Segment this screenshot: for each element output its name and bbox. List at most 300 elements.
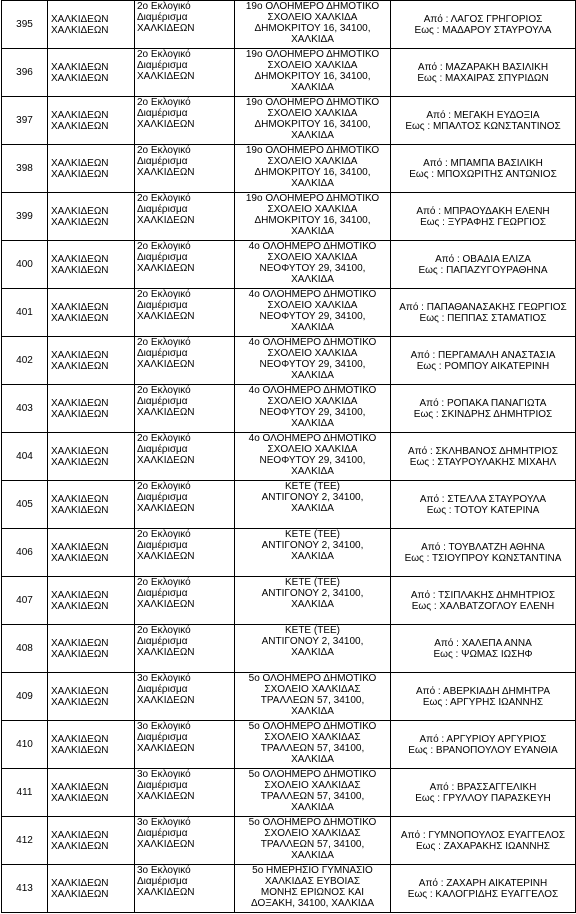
- venue-cell: [235, 385, 391, 433]
- table-row: [2, 673, 576, 721]
- venue-line: 4ο ΟΛΟΗΜΕΡΟ ΔΗΜΟΤΙΚΟ: [248, 337, 377, 348]
- voter-range-cell: [391, 673, 576, 721]
- venue-line: ΧΑΛΚΙΔΑ: [291, 466, 334, 477]
- table-row: [2, 241, 576, 289]
- range-from: Από : ΜΠΑΜΠΑ ΒΑΣΙΛΙΚΗ: [423, 157, 543, 169]
- district-line: ΧΑΛΚΙΔΕΩΝ: [137, 791, 195, 802]
- municipality-line: ΧΑΛΚΙΔΕΩΝ: [51, 312, 109, 324]
- district-line: ΧΑΛΚΙΔΕΩΝ: [137, 743, 195, 754]
- venue-line: ΧΑΛΚΙΔΑ: [291, 503, 334, 514]
- range-from: Από : ΑΡΓΥΡΙΟΥ ΑΡΓΥΡΙΟΣ: [419, 733, 547, 745]
- district-line: ΧΑΛΚΙΔΕΩΝ: [137, 263, 195, 274]
- range-to: Εως : ΠΕΠΠΑΣ ΣΤΑΜΑΤΙΟΣ: [419, 312, 547, 324]
- venue-line: ΧΑΛΚΙΔΑ: [291, 754, 334, 765]
- district-line: ΧΑΛΚΙΔΕΩΝ: [137, 215, 195, 226]
- table-row: [2, 289, 576, 337]
- district-line: ΧΑΛΚΙΔΕΩΝ: [137, 887, 195, 898]
- district-line: 3ο Εκλογικό: [137, 769, 191, 780]
- range-to: Εως : ΑΡΓΥΡΗΣ ΙΩΑΝΝΗΣ: [422, 696, 544, 708]
- venue-line: ΧΑΛΚΙΔΑ: [291, 178, 334, 189]
- district-cell: [135, 49, 235, 97]
- district-line: 2ο Εκλογικό: [137, 193, 191, 204]
- venue-line: ΤΡΑΛΛΕΩΝ 57, 34100,: [260, 743, 365, 754]
- range-from: Από : ΜΑΖΑΡΑΚΗ ΒΑΣΙΛΙΚΗ: [417, 61, 549, 73]
- venue-line: 5ο ΟΛΟΗΜΕΡΟ ΔΗΜΟΤΙΚΟ: [248, 817, 377, 828]
- station-number: 409: [2, 673, 48, 721]
- voter-range-cell: [391, 577, 576, 625]
- municipality-line: ΧΑΛΚΙΔΕΩΝ: [51, 301, 109, 313]
- district-line: 2ο Εκλογικό: [137, 97, 191, 108]
- station-number: 401: [2, 289, 48, 337]
- district-line: Διαμέρισμα: [137, 876, 188, 887]
- table-row: [2, 529, 576, 577]
- district-line: ΧΑΛΚΙΔΕΩΝ: [137, 455, 195, 466]
- municipality-line: ΧΑΛΚΙΔΕΩΝ: [51, 840, 109, 852]
- district-line: 2ο Εκλογικό: [137, 385, 191, 396]
- municipality-line: ΧΑΛΚΙΔΕΩΝ: [51, 456, 109, 468]
- table-row: [2, 49, 576, 97]
- range-from: Από : ΑΒΕΡΚΙΑΔΗ ΔΗΜΗΤΡΑ: [416, 685, 550, 697]
- venue-line: ΝΕΟΦΥΤΟΥ 29, 34100,: [259, 407, 366, 418]
- venue-cell: [235, 97, 391, 145]
- district-line: ΧΑΛΚΙΔΕΩΝ: [137, 359, 195, 370]
- station-number: 405: [2, 481, 48, 529]
- venue-line: ΤΡΑΛΛΕΩΝ 57, 34100,: [260, 839, 365, 850]
- district-line: 3ο Εκλογικό: [137, 673, 191, 684]
- municipality-line: ΧΑΛΚΙΔΕΩΝ: [51, 157, 109, 169]
- range-from: Από : ΓΥΜΝΟΠΟΥΛΟΣ ΕΥΑΓΓΕΛΟΣ: [400, 829, 566, 841]
- district-line: 2ο Εκλογικό: [137, 433, 191, 444]
- district-line: Διαμέρισμα: [137, 732, 188, 743]
- district-line: 2ο Εκλογικό: [137, 481, 191, 492]
- district-line: 3ο Εκλογικό: [137, 865, 191, 876]
- venue-line: ΔΗΜΟΚΡΙΤΟΥ 16, 34100,: [254, 119, 371, 130]
- venue-line: ΣΧΟΛΕΙΟ ΧΑΛΚΙΔΑ: [267, 444, 358, 455]
- municipality-line: ΧΑΛΚΙΔΕΩΝ: [51, 589, 109, 601]
- municipality-cell: [48, 433, 135, 481]
- range-to: Εως : ΚΑΛΟΓΡΙΔΗΣ ΕΥΑΓΓΕΛΟΣ: [407, 888, 559, 900]
- range-to: Εως : ΒΡΑΝΟΠΟΥΛΟΥ ΕΥΑΝΘΙΑ: [408, 744, 558, 756]
- municipality-line: ΧΑΛΚΙΔΕΩΝ: [51, 829, 109, 841]
- table-row: [2, 481, 576, 529]
- station-number: 410: [2, 721, 48, 769]
- municipality-line: ΧΑΛΚΙΔΕΩΝ: [51, 792, 109, 804]
- district-line: ΧΑΛΚΙΔΕΩΝ: [137, 311, 195, 322]
- municipality-line: ΧΑΛΚΙΔΕΩΝ: [51, 216, 109, 228]
- municipality-line: ΧΑΛΚΙΔΕΩΝ: [51, 696, 109, 708]
- venue-line: 4ο ΟΛΟΗΜΕΡΟ ΔΗΜΟΤΙΚΟ: [248, 433, 377, 444]
- venue-line: ΔΗΜΟΚΡΙΤΟΥ 16, 34100,: [254, 167, 371, 178]
- range-to: Εως : ΣΤΑΥΡΟΥΛΑΚΗΣ ΜΙΧΑΗΛ: [409, 456, 557, 468]
- venue-line: 19ο ΟΛΟΗΜΕΡΟ ΔΗΜΟΤΙΚΟ: [245, 49, 380, 60]
- municipality-cell: [48, 385, 135, 433]
- venue-line: 5ο ΗΜΕΡΗΣΙΟ ΓΥΜΝΑΣΙΟ: [252, 865, 373, 876]
- venue-line: ΧΑΛΚΙΔΑΣ ΕΥΒΟΙΑΣ: [264, 876, 361, 887]
- venue-line: ΣΧΟΛΕΙΟ ΧΑΛΚΙΔΑΣ: [264, 780, 361, 791]
- district-cell: [135, 481, 235, 529]
- district-line: Διαμέρισμα: [137, 204, 188, 215]
- voter-range-cell: [391, 865, 576, 913]
- venue-line: 5ο ΟΛΟΗΜΕΡΟ ΔΗΜΟΤΙΚΟ: [248, 721, 377, 732]
- venue-line: ΣΧΟΛΕΙΟ ΧΑΛΚΙΔΑ: [267, 300, 358, 311]
- venue-line: ΤΡΑΛΛΕΩΝ 57, 34100,: [260, 791, 365, 802]
- municipality-cell: [48, 625, 135, 673]
- venue-line: ΝΕΟΦΥΤΟΥ 29, 34100,: [259, 311, 366, 322]
- venue-line: ΧΑΛΚΙΔΑ: [291, 418, 334, 429]
- district-line: Διαμέρισμα: [137, 396, 188, 407]
- range-from: Από : ΡΟΠΑΚΑ ΠΑΝΑΓΙΩΤΑ: [419, 397, 547, 409]
- table-row: [2, 817, 576, 865]
- venue-line: ΣΧΟΛΕΙΟ ΧΑΛΚΙΔΑΣ: [264, 732, 361, 743]
- municipality-cell: [48, 241, 135, 289]
- range-to: Εως : ΠΑΠΑΖΥΓΟΥΡΑΘΗΝΑ: [418, 264, 548, 276]
- venue-line: ΧΑΛΚΙΔΑ: [291, 82, 334, 93]
- municipality-line: ΧΑΛΚΙΔΕΩΝ: [51, 493, 109, 505]
- venue-line: ΔΗΜΟΚΡΙΤΟΥ 16, 34100,: [254, 215, 371, 226]
- district-line: 2ο Εκλογικό: [137, 241, 191, 252]
- district-cell: [135, 625, 235, 673]
- station-number: 395: [2, 1, 48, 49]
- district-line: Διαμέρισμα: [137, 348, 188, 359]
- district-cell: [135, 193, 235, 241]
- voter-range-cell: [391, 529, 576, 577]
- venue-line: ΣΧΟΛΕΙΟ ΧΑΛΚΙΔΑ: [267, 108, 358, 119]
- venue-line: ΝΕΟΦΥΤΟΥ 29, 34100,: [259, 359, 366, 370]
- voter-range-cell: [391, 721, 576, 769]
- voter-range-cell: [391, 433, 576, 481]
- range-from: Από : ΣΚΛΗΒΑΝΟΣ ΔΗΜΗΤΡΙΟΣ: [408, 445, 558, 457]
- range-from: Από : ΧΑΛΕΠΑ ΑΝΝΑ: [434, 637, 532, 649]
- venue-line: ΧΑΛΚΙΔΑ: [291, 599, 334, 610]
- district-cell: [135, 433, 235, 481]
- venue-line: ΧΑΛΚΙΔΑ: [291, 370, 334, 381]
- municipality-cell: [48, 721, 135, 769]
- venue-line: ΔΟΞΑΚΗ, 34100, ΧΑΛΚΙΔΑ: [250, 898, 375, 909]
- voter-range-cell: [391, 193, 576, 241]
- venue-line: ΧΑΛΚΙΔΑ: [291, 130, 334, 141]
- district-line: Διαμέρισμα: [137, 588, 188, 599]
- municipality-line: ΧΑΛΚΙΔΕΩΝ: [51, 168, 109, 180]
- range-to: Εως : ΧΑΛΒΑΤΖΟΓΛΟΥ ΕΛΕΝΗ: [411, 600, 555, 612]
- district-line: ΧΑΛΚΙΔΕΩΝ: [137, 695, 195, 706]
- municipality-line: ΧΑΛΚΙΔΕΩΝ: [51, 877, 109, 889]
- voter-range-cell: [391, 1, 576, 49]
- venue-line: ΧΑΛΚΙΔΑ: [291, 647, 334, 658]
- district-cell: [135, 673, 235, 721]
- range-from: Από : ΒΡΑΣΣΑΓΓΕΛΙΚΗ: [429, 781, 537, 793]
- district-line: Διαμέρισμα: [137, 684, 188, 695]
- district-line: 3ο Εκλογικό: [137, 817, 191, 828]
- district-line: ΧΑΛΚΙΔΕΩΝ: [137, 839, 195, 850]
- municipality-line: ΧΑΛΚΙΔΕΩΝ: [51, 541, 109, 553]
- district-line: Διαμέρισμα: [137, 636, 188, 647]
- municipality-cell: [48, 481, 135, 529]
- station-number: 396: [2, 49, 48, 97]
- venue-line: ΣΧΟΛΕΙΟ ΧΑΛΚΙΔΑΣ: [264, 828, 361, 839]
- district-line: ΧΑΛΚΙΔΕΩΝ: [137, 503, 195, 514]
- station-number: 407: [2, 577, 48, 625]
- table-row: [2, 721, 576, 769]
- range-to: Εως : ΨΩΜΑΣ ΙΩΣΗΦ: [433, 648, 533, 660]
- municipality-line: ΧΑΛΚΙΔΕΩΝ: [51, 253, 109, 265]
- district-cell: [135, 529, 235, 577]
- venue-line: ΔΗΜΟΚΡΙΤΟΥ 16, 34100,: [254, 23, 371, 34]
- venue-line: 19ο ΟΛΟΗΜΕΡΟ ΔΗΜΟΤΙΚΟ: [245, 1, 380, 12]
- venue-line: 5ο ΟΛΟΗΜΕΡΟ ΔΗΜΟΤΙΚΟ: [248, 673, 377, 684]
- venue-line: ΤΡΑΛΛΕΩΝ 57, 34100,: [260, 695, 365, 706]
- district-cell: [135, 769, 235, 817]
- station-number: 412: [2, 817, 48, 865]
- range-from: Από : ΖΑΧΑΡΗ ΑΙΚΑΤΕΡΙΝΗ: [418, 877, 548, 889]
- district-cell: [135, 721, 235, 769]
- district-cell: [135, 817, 235, 865]
- venue-line: 19ο ΟΛΟΗΜΕΡΟ ΔΗΜΟΤΙΚΟ: [245, 145, 380, 156]
- voter-range-cell: [391, 337, 576, 385]
- venue-line: 4ο ΟΛΟΗΜΕΡΟ ΔΗΜΟΤΙΚΟ: [248, 385, 377, 396]
- municipality-line: ΧΑΛΚΙΔΕΩΝ: [51, 205, 109, 217]
- district-line: 2ο Εκλογικό: [137, 337, 191, 348]
- venue-line: ΣΧΟΛΕΙΟ ΧΑΛΚΙΔΑΣ: [264, 684, 361, 695]
- venue-line: ΣΧΟΛΕΙΟ ΧΑΛΚΙΔΑ: [267, 204, 358, 215]
- district-cell: [135, 337, 235, 385]
- municipality-line: ΧΑΛΚΙΔΕΩΝ: [51, 408, 109, 420]
- municipality-cell: [48, 193, 135, 241]
- municipality-line: ΧΑΛΚΙΔΕΩΝ: [51, 445, 109, 457]
- range-to: Εως : ΜΠΟΧΩΡΙΤΗΣ ΑΝΤΩΝΙΟΣ: [409, 168, 557, 180]
- venue-cell: [235, 721, 391, 769]
- voter-range-cell: [391, 97, 576, 145]
- venue-cell: [235, 481, 391, 529]
- district-line: 3ο Εκλογικό: [137, 721, 191, 732]
- municipality-line: ΧΑΛΚΙΔΕΩΝ: [51, 504, 109, 516]
- table-row: [2, 625, 576, 673]
- venue-line: ΑΝΤΙΓΟΝΟΥ 2, 34100,: [261, 540, 364, 551]
- municipality-cell: [48, 817, 135, 865]
- district-line: 2ο Εκλογικό: [137, 625, 191, 636]
- voter-range-cell: [391, 769, 576, 817]
- municipality-line: ΧΑΛΚΙΔΕΩΝ: [51, 637, 109, 649]
- range-from: Από : ΜΕΓΑΚΗ ΕΥΔΟΞΙΑ: [426, 109, 540, 121]
- municipality-line: ΧΑΛΚΙΔΕΩΝ: [51, 61, 109, 73]
- venue-line: 19ο ΟΛΟΗΜΕΡΟ ΔΗΜΟΤΙΚΟ: [245, 193, 380, 204]
- district-line: 2ο Εκλογικό: [137, 49, 191, 60]
- range-to: Εως : ΤΟΤΟΥ ΚΑΤΕΡΙΝΑ: [426, 504, 540, 516]
- municipality-line: ΧΑΛΚΙΔΕΩΝ: [51, 349, 109, 361]
- venue-cell: [235, 673, 391, 721]
- municipality-cell: [48, 529, 135, 577]
- municipality-line: ΧΑΛΚΙΔΕΩΝ: [51, 552, 109, 564]
- range-from: Από : ΤΣΙΠΛΑΚΗΣ ΔΗΜΗΤΡΙΟΣ: [410, 589, 556, 601]
- station-number: 397: [2, 97, 48, 145]
- district-line: 2ο Εκλογικό: [137, 529, 191, 540]
- venue-line: ΣΧΟΛΕΙΟ ΧΑΛΚΙΔΑ: [267, 156, 358, 167]
- voter-range-cell: [391, 289, 576, 337]
- range-to: Εως : ΖΑΧΑΡΑΚΗΣ ΙΩΑΝΝΗΣ: [416, 840, 550, 852]
- municipality-line: ΧΑΛΚΙΔΕΩΝ: [51, 24, 109, 36]
- district-line: ΧΑΛΚΙΔΕΩΝ: [137, 551, 195, 562]
- municipality-line: ΧΑΛΚΙΔΕΩΝ: [51, 120, 109, 132]
- venue-cell: [235, 145, 391, 193]
- district-cell: [135, 145, 235, 193]
- venue-cell: [235, 433, 391, 481]
- venue-line: ΧΑΛΚΙΔΑ: [291, 706, 334, 717]
- range-from: Από : ΠΕΡΓΑΜΑΛΗ ΑΝΑΣΤΑΣΙΑ: [410, 349, 556, 361]
- polling-stations-body: [2, 1, 576, 913]
- venue-line: 5ο ΟΛΟΗΜΕΡΟ ΔΗΜΟΤΙΚΟ: [248, 769, 377, 780]
- voter-range-cell: [391, 385, 576, 433]
- district-line: 2ο Εκλογικό: [137, 145, 191, 156]
- district-cell: [135, 865, 235, 913]
- voter-range-cell: [391, 817, 576, 865]
- venue-line: ΜΟΝΗΣ ΕΡΙΩΝΟΣ ΚΑΙ: [260, 887, 365, 898]
- district-line: ΧΑΛΚΙΔΕΩΝ: [137, 407, 195, 418]
- table-row: [2, 769, 576, 817]
- venue-line: ΣΧΟΛΕΙΟ ΧΑΛΚΙΔΑ: [267, 12, 358, 23]
- venue-line: ΧΑΛΚΙΔΑ: [291, 226, 334, 237]
- municipality-line: ΧΑΛΚΙΔΕΩΝ: [51, 648, 109, 660]
- table-row: [2, 865, 576, 913]
- district-line: ΧΑΛΚΙΔΕΩΝ: [137, 119, 195, 130]
- station-number: 398: [2, 145, 48, 193]
- range-from: Από : ΟΒΑΔΙΑ ΕΛΙΖΑ: [435, 253, 531, 265]
- station-number: 413: [2, 865, 48, 913]
- range-to: Εως : ΜΠΑΛΤΟΣ ΚΩΝΣΤΑΝΤΙΝΟΣ: [405, 120, 561, 132]
- voter-range-cell: [391, 145, 576, 193]
- station-number: 403: [2, 385, 48, 433]
- table-row: [2, 145, 576, 193]
- table-row: [2, 385, 576, 433]
- district-cell: [135, 97, 235, 145]
- venue-line: ΑΝΤΙΓΟΝΟΥ 2, 34100,: [261, 588, 364, 599]
- venue-cell: [235, 289, 391, 337]
- municipality-cell: [48, 769, 135, 817]
- district-line: 2ο Εκλογικό: [137, 289, 191, 300]
- table-row: [2, 97, 576, 145]
- municipality-cell: [48, 865, 135, 913]
- municipality-line: ΧΑΛΚΙΔΕΩΝ: [51, 888, 109, 900]
- municipality-line: ΧΑΛΚΙΔΕΩΝ: [51, 733, 109, 745]
- range-to: Εως : ΤΣΙΟΥΠΡΟΥ ΚΩΝΣΤΑΝΤΙΝΑ: [404, 552, 562, 564]
- municipality-cell: [48, 145, 135, 193]
- polling-stations-table: [1, 0, 576, 913]
- venue-line: ΚΕΤΕ (ΤΕΕ): [284, 625, 340, 636]
- venue-line: ΣΧΟΛΕΙΟ ΧΑΛΚΙΔΑ: [267, 396, 358, 407]
- venue-line: ΔΗΜΟΚΡΙΤΟΥ 16, 34100,: [254, 71, 371, 82]
- district-line: ΧΑΛΚΙΔΕΩΝ: [137, 23, 195, 34]
- district-line: 2ο Εκλογικό: [137, 1, 191, 12]
- range-from: Από : ΣΤΕΛΛΑ ΣΤΑΥΡΟΥΛΑ: [419, 493, 547, 505]
- municipality-cell: [48, 577, 135, 625]
- table-row: [2, 193, 576, 241]
- venue-line: ΧΑΛΚΙΔΑ: [291, 850, 334, 861]
- voter-range-cell: [391, 49, 576, 97]
- municipality-line: ΧΑΛΚΙΔΕΩΝ: [51, 72, 109, 84]
- venue-line: ΝΕΟΦΥΤΟΥ 29, 34100,: [259, 263, 366, 274]
- venue-cell: [235, 577, 391, 625]
- voter-range-cell: [391, 625, 576, 673]
- range-from: Από : ΜΠΡΑΟΥΔΑΚΗ ΕΛΕΝΗ: [416, 205, 550, 217]
- station-number: 402: [2, 337, 48, 385]
- district-line: Διαμέρισμα: [137, 540, 188, 551]
- range-from: Από : ΠΑΠΑΘΑΝΑΣΑΚΗΣ ΓΕΩΡΓΙΟΣ: [399, 301, 567, 313]
- district-cell: [135, 241, 235, 289]
- venue-line: ΣΧΟΛΕΙΟ ΧΑΛΚΙΔΑ: [267, 348, 358, 359]
- district-cell: [135, 385, 235, 433]
- district-line: Διαμέρισμα: [137, 12, 188, 23]
- district-cell: [135, 289, 235, 337]
- municipality-line: ΧΑΛΚΙΔΕΩΝ: [51, 397, 109, 409]
- venue-line: ΑΝΤΙΓΟΝΟΥ 2, 34100,: [261, 636, 364, 647]
- district-line: Διαμέρισμα: [137, 252, 188, 263]
- venue-line: 4ο ΟΛΟΗΜΕΡΟ ΔΗΜΟΤΙΚΟ: [248, 289, 377, 300]
- venue-cell: [235, 769, 391, 817]
- municipality-cell: [48, 337, 135, 385]
- district-cell: [135, 1, 235, 49]
- venue-line: ΣΧΟΛΕΙΟ ΧΑΛΚΙΔΑ: [267, 252, 358, 263]
- venue-line: ΚΕΤΕ (ΤΕΕ): [284, 481, 340, 492]
- venue-line: ΑΝΤΙΓΟΝΟΥ 2, 34100,: [261, 492, 364, 503]
- district-line: ΧΑΛΚΙΔΕΩΝ: [137, 599, 195, 610]
- district-line: Διαμέρισμα: [137, 444, 188, 455]
- venue-cell: [235, 49, 391, 97]
- municipality-line: ΧΑΛΚΙΔΕΩΝ: [51, 685, 109, 697]
- table-row: [2, 1, 576, 49]
- municipality-line: ΧΑΛΚΙΔΕΩΝ: [51, 744, 109, 756]
- venue-cell: [235, 865, 391, 913]
- district-line: Διαμέρισμα: [137, 828, 188, 839]
- venue-line: ΧΑΛΚΙΔΑ: [291, 802, 334, 813]
- station-number: 404: [2, 433, 48, 481]
- district-line: Διαμέρισμα: [137, 156, 188, 167]
- municipality-cell: [48, 49, 135, 97]
- range-from: Από : ΤΟΥΒΛΑΤΖΗ ΑΘΗΝΑ: [421, 541, 545, 553]
- municipality-line: ΧΑΛΚΙΔΕΩΝ: [51, 600, 109, 612]
- station-number: 406: [2, 529, 48, 577]
- municipality-cell: [48, 1, 135, 49]
- station-number: 408: [2, 625, 48, 673]
- district-line: ΧΑΛΚΙΔΕΩΝ: [137, 71, 195, 82]
- venue-line: ΣΧΟΛΕΙΟ ΧΑΛΚΙΔΑ: [267, 60, 358, 71]
- municipality-cell: [48, 97, 135, 145]
- municipality-line: ΧΑΛΚΙΔΕΩΝ: [51, 781, 109, 793]
- venue-line: ΧΑΛΚΙΔΑ: [291, 551, 334, 562]
- venue-line: ΚΕΤΕ (ΤΕΕ): [284, 529, 340, 540]
- municipality-line: ΧΑΛΚΙΔΕΩΝ: [51, 109, 109, 121]
- district-line: Διαμέρισμα: [137, 780, 188, 791]
- district-line: Διαμέρισμα: [137, 108, 188, 119]
- range-to: Εως : ΡΟΜΠΟΥ ΑΙΚΑΤΕΡΙΝΗ: [416, 360, 550, 372]
- venue-line: 4ο ΟΛΟΗΜΕΡΟ ΔΗΜΟΤΙΚΟ: [248, 241, 377, 252]
- district-cell: [135, 577, 235, 625]
- district-line: 2ο Εκλογικό: [137, 577, 191, 588]
- range-from: Από : ΛΑΓΟΣ ΓΡΗΓΟΡΙΟΣ: [423, 13, 543, 25]
- municipality-line: ΧΑΛΚΙΔΕΩΝ: [51, 264, 109, 276]
- range-to: Εως : ΜΑΔΑΡΟΥ ΣΤΑΥΡΟΥΛΑ: [414, 24, 552, 36]
- district-line: Διαμέρισμα: [137, 492, 188, 503]
- venue-cell: [235, 193, 391, 241]
- venue-line: ΝΕΟΦΥΤΟΥ 29, 34100,: [259, 455, 366, 466]
- station-number: 400: [2, 241, 48, 289]
- table-row: [2, 577, 576, 625]
- municipality-cell: [48, 673, 135, 721]
- district-line: ΧΑΛΚΙΔΕΩΝ: [137, 647, 195, 658]
- range-to: Εως : ΣΚΙΝΔΡΗΣ ΔΗΜΗΤΡΙΟΣ: [413, 408, 553, 420]
- district-line: Διαμέρισμα: [137, 60, 188, 71]
- station-number: 399: [2, 193, 48, 241]
- table-row: [2, 433, 576, 481]
- table-row: [2, 337, 576, 385]
- municipality-line: ΧΑΛΚΙΔΕΩΝ: [51, 13, 109, 25]
